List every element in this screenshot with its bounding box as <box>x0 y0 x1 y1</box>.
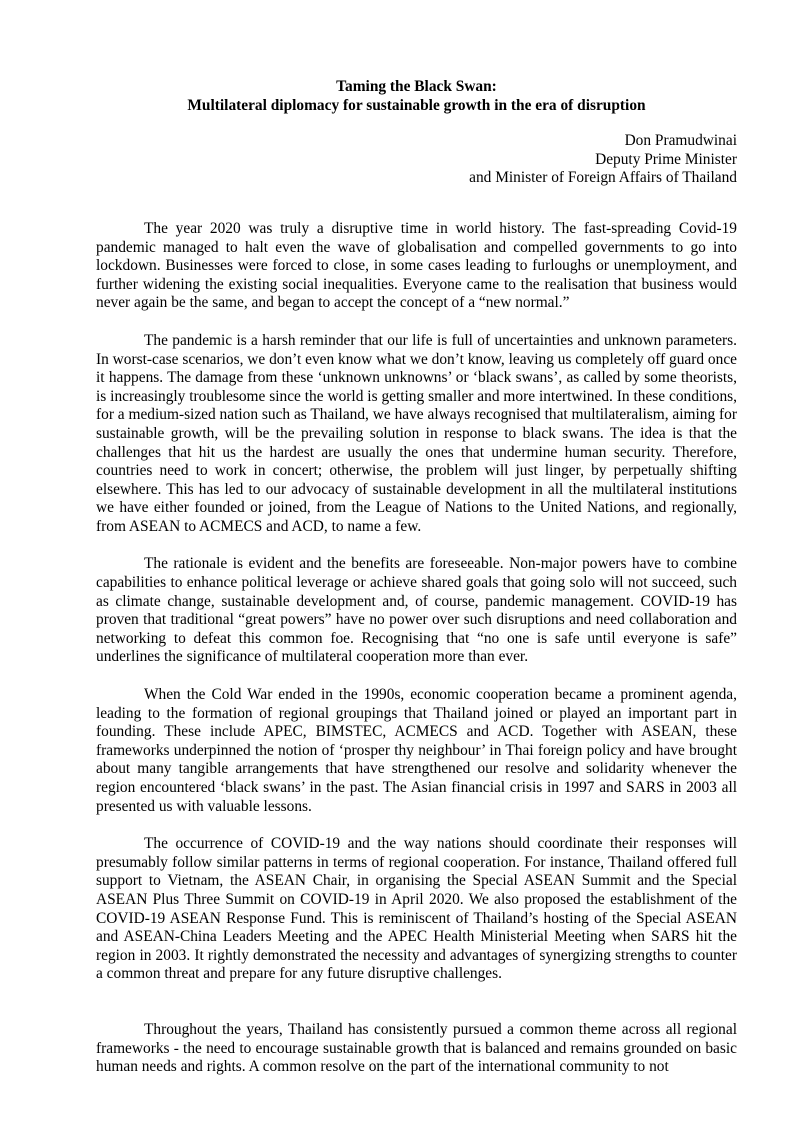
document-title: Taming the Black Swan: <box>336 78 497 95</box>
body-paragraph-4: When the Cold War ended in the 1990s, economic cooperation became a prominent agenda, leading to the formation of regional groupings that Thailand joined or played an important part in founding. These include APEC, BIMSTEC, ACMECS and ACD. Together with ASEAN, these frameworks underpinned the notion of ‘prosper thy neighbour’ in Thai foreign policy and have brought about many tangible arrangements that have strengthened our resolve and solidarity whenever the region encountered ‘black swans’ in the past. The Asian financial crisis in 1997 and SARS in 2003 all presented us with valuable lessons. <box>96 686 737 815</box>
author-position: Deputy Prime Minister <box>595 150 737 168</box>
body-paragraph-6: Throughout the years, Thailand has consistently pursued a common theme across all regional frameworks - the need to encourage sustainable growth that is balanced and remains grounded on basic human needs and rights. A common resolve on the part of the international community to not <box>96 1020 737 1076</box>
body-paragraph-5: The occurrence of COVID-19 and the way nations should coordinate their responses will presumably follow similar patterns in terms of regional cooperation. For instance, Thailand offered full support to Vietnam, the ASEAN Chair, in organising the Special ASEAN Summit and the Special ASEAN Plus Three Summit on COVID-19 in April 2020. We also proposed the establishment of the COVID-19 ASEAN Response Fund. This is reminiscent of Thailand’s hosting of the Special ASEAN and ASEAN-China Leaders Meeting and the APEC Health Ministerial Meeting when SARS hit the region in 2003. It rightly demonstrated the necessity and advantages of synergizing strengths to counter a common threat and prepare for any future disruptive challenges. <box>96 835 737 983</box>
title-block <box>96 78 737 115</box>
body-paragraph-2: The pandemic is a harsh reminder that our life is full of uncertainties and unknown parameters. In worst-case scenarios, we don’t even know what we don’t know, leaving us completely off guard once it happens. The damage from these ‘unknown unknowns’ or ‘black swans’, as called by some theorists, is increasingly troublesome since the world is getting smaller and more intertwined. In these conditions, for a medium-sized nation such as Thailand, we have always recognised that multilateralism, aiming for sustainable growth, will be the prevailing solution in response to black swans. The idea is that the challenges that hit us the hardest are usually the ones that undermine human security. Therefore, countries need to work in concert; otherwise, the problem will just linger, by perpetually shifting elsewhere. This has led to our advocacy of sustainable development in all the multilateral institutions we have either founded or joined, from the League of Nations to the United Nations, and regionally, from ASEAN to ACMECS and ACD, to name a few. <box>96 331 737 535</box>
body-paragraph-3: The rationale is evident and the benefits are foreseeable. Non-major powers have to combine capabilities to enhance political leverage or achieve shared goals that going solo will not succeed, such as climate change, sustainable development and, of course, pandemic management. COVID-19 has proven that traditional “great powers” have no power over such disruptions and need collaboration and networking to defeat this common foe. Recognising that “no one is safe until everyone is safe” underlines the significance of multilateral cooperation more than ever. <box>96 555 737 666</box>
author-name: Don Pramudwinai <box>624 132 737 150</box>
author-block <box>96 132 737 188</box>
document-page <box>96 78 737 1077</box>
document-subtitle: Multilateral diplomacy for sustainable growth in the era of disruption <box>187 96 646 114</box>
author-ministry: and Minister of Foreign Affairs of Thailand <box>469 169 737 187</box>
body-paragraph-1: The year 2020 was truly a disruptive time in world history. The fast-spreading Covid-19 pandemic managed to halt even the wave of globalisation and compelled governments to go into lockdown. Businesses were forced to close, in some cases leading to furloughs or unemployment, and further widening the existing social inequalities. Everyone came to the realisation that business would never again be the same, and began to accept the concept of a “new normal.” <box>96 219 737 312</box>
